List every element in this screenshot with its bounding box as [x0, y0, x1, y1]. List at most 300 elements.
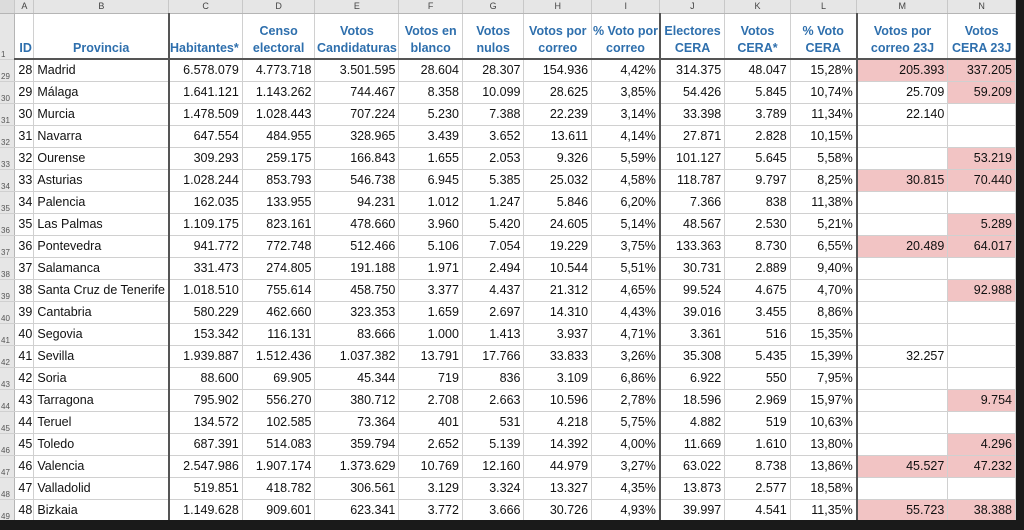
cell-votos-por-correo[interactable]: 25.032 [524, 170, 592, 192]
cell-votos-correo-23j[interactable]: 30.815 [857, 170, 948, 192]
cell-votos-cera-23j[interactable] [948, 104, 1016, 126]
cell-votos-nulos[interactable]: 5.139 [462, 434, 524, 456]
cell-id[interactable]: 48 [15, 500, 34, 521]
cell-votos-nulos[interactable]: 4.437 [462, 280, 524, 302]
header-votos-correo-23j[interactable]: Votos por correo 23J [857, 14, 948, 60]
cell-pct-voto-correo[interactable]: 5,59% [592, 148, 660, 170]
cell-votos-candidaturas[interactable]: 1.373.629 [315, 456, 399, 478]
cell-votos-nulos[interactable]: 2.697 [462, 302, 524, 324]
header-id[interactable]: ID [15, 14, 34, 60]
cell-habitantes[interactable]: 795.902 [169, 390, 242, 412]
column-header-e[interactable]: E [315, 0, 399, 14]
cell-votos-cera[interactable]: 4.675 [725, 280, 790, 302]
cell-censo-electoral[interactable]: 556.270 [242, 390, 315, 412]
cell-habitantes[interactable]: 687.391 [169, 434, 242, 456]
cell-electores-cera[interactable]: 3.361 [660, 324, 725, 346]
row-number[interactable]: 38 [0, 258, 15, 280]
cell-votos-por-correo[interactable]: 10.596 [524, 390, 592, 412]
cell-votos-en-blanco[interactable]: 1.012 [399, 192, 463, 214]
cell-habitantes[interactable]: 162.035 [169, 192, 242, 214]
cell-votos-cera-23j[interactable] [948, 368, 1016, 390]
cell-votos-cera-23j[interactable]: 59.209 [948, 82, 1016, 104]
header-votos-en-blanco[interactable]: Votos en blanco [399, 14, 463, 60]
cell-votos-por-correo[interactable]: 3.937 [524, 324, 592, 346]
cell-votos-correo-23j[interactable]: 45.527 [857, 456, 948, 478]
cell-id[interactable]: 36 [15, 236, 34, 258]
cell-pct-voto-cera[interactable]: 10,63% [790, 412, 857, 434]
cell-censo-electoral[interactable]: 1.907.174 [242, 456, 315, 478]
cell-votos-cera[interactable]: 838 [725, 192, 790, 214]
cell-votos-cera-23j[interactable]: 337.205 [948, 59, 1016, 82]
cell-provincia[interactable]: Santa Cruz de Tenerife [34, 280, 169, 302]
cell-votos-por-correo[interactable]: 19.229 [524, 236, 592, 258]
cell-censo-electoral[interactable]: 1.512.436 [242, 346, 315, 368]
cell-votos-candidaturas[interactable]: 83.666 [315, 324, 399, 346]
cell-pct-voto-correo[interactable]: 5,51% [592, 258, 660, 280]
cell-votos-cera[interactable]: 516 [725, 324, 790, 346]
column-header-a[interactable]: A [15, 0, 34, 14]
column-header-h[interactable]: H [524, 0, 592, 14]
cell-votos-cera[interactable]: 3.789 [725, 104, 790, 126]
cell-pct-voto-correo[interactable]: 6,20% [592, 192, 660, 214]
cell-votos-en-blanco[interactable]: 1.000 [399, 324, 463, 346]
row-number[interactable]: 43 [0, 368, 15, 390]
cell-provincia[interactable]: Pontevedra [34, 236, 169, 258]
column-header-b[interactable]: B [34, 0, 169, 14]
cell-pct-voto-cera[interactable]: 15,28% [790, 59, 857, 82]
cell-pct-voto-correo[interactable]: 4,58% [592, 170, 660, 192]
cell-habitantes[interactable]: 519.851 [169, 478, 242, 500]
cell-censo-electoral[interactable]: 1.028.443 [242, 104, 315, 126]
cell-censo-electoral[interactable]: 772.748 [242, 236, 315, 258]
cell-id[interactable]: 45 [15, 434, 34, 456]
cell-votos-en-blanco[interactable]: 13.791 [399, 346, 463, 368]
cell-votos-en-blanco[interactable]: 3.129 [399, 478, 463, 500]
cell-votos-cera-23j[interactable] [948, 324, 1016, 346]
row-number[interactable]: 32 [0, 126, 15, 148]
cell-electores-cera[interactable]: 30.731 [660, 258, 725, 280]
cell-votos-candidaturas[interactable]: 1.037.382 [315, 346, 399, 368]
cell-id[interactable]: 40 [15, 324, 34, 346]
row-number[interactable]: 29 [0, 59, 15, 82]
cell-votos-nulos[interactable]: 28.307 [462, 59, 524, 82]
cell-votos-candidaturas[interactable]: 323.353 [315, 302, 399, 324]
cell-id[interactable]: 39 [15, 302, 34, 324]
cell-votos-correo-23j[interactable]: 55.723 [857, 500, 948, 521]
cell-votos-candidaturas[interactable]: 45.344 [315, 368, 399, 390]
cell-electores-cera[interactable]: 39.997 [660, 500, 725, 521]
row-number[interactable]: 36 [0, 214, 15, 236]
cell-votos-por-correo[interactable]: 9.326 [524, 148, 592, 170]
cell-votos-nulos[interactable]: 3.324 [462, 478, 524, 500]
cell-electores-cera[interactable]: 27.871 [660, 126, 725, 148]
cell-votos-correo-23j[interactable] [857, 280, 948, 302]
cell-votos-candidaturas[interactable]: 380.712 [315, 390, 399, 412]
cell-provincia[interactable]: Málaga [34, 82, 169, 104]
cell-provincia[interactable]: Asturias [34, 170, 169, 192]
cell-votos-en-blanco[interactable]: 6.945 [399, 170, 463, 192]
cell-votos-por-correo[interactable]: 14.310 [524, 302, 592, 324]
cell-pct-voto-correo[interactable]: 3,26% [592, 346, 660, 368]
cell-habitantes[interactable]: 309.293 [169, 148, 242, 170]
cell-votos-cera-23j[interactable]: 9.754 [948, 390, 1016, 412]
cell-votos-cera[interactable]: 5.645 [725, 148, 790, 170]
cell-habitantes[interactable]: 1.028.244 [169, 170, 242, 192]
cell-id[interactable]: 34 [15, 192, 34, 214]
cell-votos-cera-23j[interactable]: 5.289 [948, 214, 1016, 236]
cell-electores-cera[interactable]: 6.922 [660, 368, 725, 390]
cell-votos-cera[interactable]: 1.610 [725, 434, 790, 456]
header-censo-electoral[interactable]: Censo electoral [242, 14, 315, 60]
column-header-l[interactable]: L [790, 0, 857, 14]
cell-votos-en-blanco[interactable]: 3.439 [399, 126, 463, 148]
cell-votos-cera[interactable]: 2.828 [725, 126, 790, 148]
cell-censo-electoral[interactable]: 1.143.262 [242, 82, 315, 104]
cell-votos-en-blanco[interactable]: 401 [399, 412, 463, 434]
header-pct-voto-cera[interactable]: % Voto CERA [790, 14, 857, 60]
cell-pct-voto-correo[interactable]: 4,93% [592, 500, 660, 521]
cell-provincia[interactable]: Teruel [34, 412, 169, 434]
cell-id[interactable]: 42 [15, 368, 34, 390]
cell-votos-nulos[interactable]: 7.388 [462, 104, 524, 126]
cell-pct-voto-correo[interactable]: 5,14% [592, 214, 660, 236]
cell-votos-cera-23j[interactable]: 47.232 [948, 456, 1016, 478]
cell-provincia[interactable]: Madrid [34, 59, 169, 82]
cell-provincia[interactable]: Palencia [34, 192, 169, 214]
cell-habitantes[interactable]: 1.109.175 [169, 214, 242, 236]
cell-pct-voto-cera[interactable]: 6,55% [790, 236, 857, 258]
header-provincia[interactable]: Provincia [34, 14, 169, 60]
cell-votos-nulos[interactable]: 5.385 [462, 170, 524, 192]
cell-votos-candidaturas[interactable]: 512.466 [315, 236, 399, 258]
cell-votos-candidaturas[interactable]: 73.364 [315, 412, 399, 434]
cell-votos-en-blanco[interactable]: 3.772 [399, 500, 463, 521]
column-header-d[interactable]: D [242, 0, 315, 14]
cell-votos-candidaturas[interactable]: 546.738 [315, 170, 399, 192]
cell-votos-correo-23j[interactable] [857, 390, 948, 412]
row-number[interactable]: 48 [0, 478, 15, 500]
cell-electores-cera[interactable]: 314.375 [660, 59, 725, 82]
cell-votos-nulos[interactable]: 2.494 [462, 258, 524, 280]
cell-provincia[interactable]: Ourense [34, 148, 169, 170]
cell-votos-correo-23j[interactable] [857, 412, 948, 434]
cell-pct-voto-cera[interactable]: 15,97% [790, 390, 857, 412]
cell-electores-cera[interactable]: 11.669 [660, 434, 725, 456]
cell-habitantes[interactable]: 1.478.509 [169, 104, 242, 126]
header-votos-nulos[interactable]: Votos nulos [462, 14, 524, 60]
row-number[interactable]: 39 [0, 280, 15, 302]
select-all-corner[interactable] [0, 0, 15, 14]
cell-votos-cera-23j[interactable]: 92.988 [948, 280, 1016, 302]
cell-habitantes[interactable]: 1.149.628 [169, 500, 242, 521]
cell-habitantes[interactable]: 1.018.510 [169, 280, 242, 302]
header-votos-cera[interactable]: Votos CERA* [725, 14, 790, 60]
cell-pct-voto-correo[interactable]: 4,43% [592, 302, 660, 324]
cell-electores-cera[interactable]: 48.567 [660, 214, 725, 236]
cell-votos-cera[interactable]: 48.047 [725, 59, 790, 82]
cell-votos-candidaturas[interactable]: 306.561 [315, 478, 399, 500]
cell-votos-candidaturas[interactable]: 328.965 [315, 126, 399, 148]
cell-votos-cera-23j[interactable]: 70.440 [948, 170, 1016, 192]
cell-habitantes[interactable]: 580.229 [169, 302, 242, 324]
cell-votos-en-blanco[interactable]: 3.960 [399, 214, 463, 236]
cell-id[interactable]: 29 [15, 82, 34, 104]
cell-pct-voto-cera[interactable]: 15,35% [790, 324, 857, 346]
cell-pct-voto-cera[interactable]: 8,25% [790, 170, 857, 192]
cell-id[interactable]: 41 [15, 346, 34, 368]
cell-votos-cera[interactable]: 4.541 [725, 500, 790, 521]
cell-votos-cera-23j[interactable] [948, 346, 1016, 368]
cell-provincia[interactable]: Valencia [34, 456, 169, 478]
cell-votos-candidaturas[interactable]: 458.750 [315, 280, 399, 302]
column-header-n[interactable]: N [948, 0, 1016, 14]
cell-votos-cera[interactable]: 9.797 [725, 170, 790, 192]
cell-censo-electoral[interactable]: 418.782 [242, 478, 315, 500]
row-number[interactable]: 1 [0, 14, 15, 60]
column-header-f[interactable]: F [399, 0, 463, 14]
column-header-m[interactable]: M [857, 0, 948, 14]
cell-id[interactable]: 38 [15, 280, 34, 302]
cell-votos-candidaturas[interactable]: 744.467 [315, 82, 399, 104]
cell-votos-por-correo[interactable]: 30.726 [524, 500, 592, 521]
cell-electores-cera[interactable]: 7.366 [660, 192, 725, 214]
cell-votos-cera-23j[interactable]: 4.296 [948, 434, 1016, 456]
column-header-j[interactable]: J [660, 0, 725, 14]
cell-censo-electoral[interactable]: 853.793 [242, 170, 315, 192]
cell-votos-en-blanco[interactable]: 8.358 [399, 82, 463, 104]
cell-pct-voto-cera[interactable]: 5,58% [790, 148, 857, 170]
cell-censo-electoral[interactable]: 259.175 [242, 148, 315, 170]
cell-votos-cera[interactable]: 5.435 [725, 346, 790, 368]
cell-votos-correo-23j[interactable] [857, 148, 948, 170]
cell-electores-cera[interactable]: 101.127 [660, 148, 725, 170]
cell-votos-en-blanco[interactable]: 3.377 [399, 280, 463, 302]
cell-pct-voto-cera[interactable]: 13,86% [790, 456, 857, 478]
cell-pct-voto-cera[interactable]: 11,35% [790, 500, 857, 521]
cell-votos-cera[interactable]: 550 [725, 368, 790, 390]
cell-provincia[interactable]: Bizkaia [34, 500, 169, 521]
cell-votos-por-correo[interactable]: 21.312 [524, 280, 592, 302]
cell-votos-nulos[interactable]: 5.420 [462, 214, 524, 236]
cell-votos-cera[interactable]: 519 [725, 412, 790, 434]
row-number[interactable]: 46 [0, 434, 15, 456]
cell-votos-por-correo[interactable]: 33.833 [524, 346, 592, 368]
row-number[interactable]: 49 [0, 500, 15, 521]
cell-votos-candidaturas[interactable]: 191.188 [315, 258, 399, 280]
cell-pct-voto-correo[interactable]: 4,71% [592, 324, 660, 346]
cell-votos-correo-23j[interactable]: 32.257 [857, 346, 948, 368]
cell-votos-nulos[interactable]: 3.652 [462, 126, 524, 148]
cell-electores-cera[interactable]: 4.882 [660, 412, 725, 434]
cell-votos-cera-23j[interactable] [948, 302, 1016, 324]
cell-votos-cera-23j[interactable] [948, 478, 1016, 500]
cell-votos-cera[interactable]: 2.969 [725, 390, 790, 412]
cell-electores-cera[interactable]: 33.398 [660, 104, 725, 126]
cell-id[interactable]: 28 [15, 59, 34, 82]
cell-provincia[interactable]: Murcia [34, 104, 169, 126]
cell-habitantes[interactable]: 1.939.887 [169, 346, 242, 368]
cell-votos-correo-23j[interactable] [857, 368, 948, 390]
cell-votos-correo-23j[interactable] [857, 302, 948, 324]
row-number[interactable]: 34 [0, 170, 15, 192]
cell-votos-correo-23j[interactable]: 25.709 [857, 82, 948, 104]
cell-pct-voto-cera[interactable]: 5,21% [790, 214, 857, 236]
cell-votos-en-blanco[interactable]: 1.971 [399, 258, 463, 280]
cell-provincia[interactable]: Segovia [34, 324, 169, 346]
cell-habitantes[interactable]: 2.547.986 [169, 456, 242, 478]
cell-habitantes[interactable]: 6.578.079 [169, 59, 242, 82]
cell-id[interactable]: 43 [15, 390, 34, 412]
cell-votos-por-correo[interactable]: 28.625 [524, 82, 592, 104]
cell-votos-cera[interactable]: 8.738 [725, 456, 790, 478]
cell-provincia[interactable]: Cantabria [34, 302, 169, 324]
cell-id[interactable]: 44 [15, 412, 34, 434]
cell-provincia[interactable]: Toledo [34, 434, 169, 456]
cell-votos-candidaturas[interactable]: 94.231 [315, 192, 399, 214]
cell-habitantes[interactable]: 134.572 [169, 412, 242, 434]
cell-votos-candidaturas[interactable]: 3.501.595 [315, 59, 399, 82]
cell-votos-nulos[interactable]: 836 [462, 368, 524, 390]
cell-pct-voto-correo[interactable]: 2,78% [592, 390, 660, 412]
cell-electores-cera[interactable]: 35.308 [660, 346, 725, 368]
cell-votos-cera-23j[interactable] [948, 126, 1016, 148]
cell-pct-voto-cera[interactable]: 10,74% [790, 82, 857, 104]
cell-votos-en-blanco[interactable]: 1.655 [399, 148, 463, 170]
cell-habitantes[interactable]: 941.772 [169, 236, 242, 258]
cell-votos-candidaturas[interactable]: 623.341 [315, 500, 399, 521]
cell-habitantes[interactable]: 647.554 [169, 126, 242, 148]
cell-votos-en-blanco[interactable]: 10.769 [399, 456, 463, 478]
cell-electores-cera[interactable]: 118.787 [660, 170, 725, 192]
cell-votos-candidaturas[interactable]: 478.660 [315, 214, 399, 236]
cell-censo-electoral[interactable]: 514.083 [242, 434, 315, 456]
cell-provincia[interactable]: Sevilla [34, 346, 169, 368]
cell-pct-voto-correo[interactable]: 3,85% [592, 82, 660, 104]
cell-votos-correo-23j[interactable]: 205.393 [857, 59, 948, 82]
cell-pct-voto-cera[interactable]: 11,38% [790, 192, 857, 214]
cell-votos-por-correo[interactable]: 3.109 [524, 368, 592, 390]
row-number[interactable]: 40 [0, 302, 15, 324]
cell-provincia[interactable]: Valladolid [34, 478, 169, 500]
cell-votos-por-correo[interactable]: 10.544 [524, 258, 592, 280]
cell-votos-en-blanco[interactable]: 2.652 [399, 434, 463, 456]
cell-pct-voto-correo[interactable]: 3,27% [592, 456, 660, 478]
cell-votos-correo-23j[interactable] [857, 214, 948, 236]
cell-electores-cera[interactable]: 39.016 [660, 302, 725, 324]
cell-votos-por-correo[interactable]: 13.611 [524, 126, 592, 148]
cell-votos-cera-23j[interactable]: 64.017 [948, 236, 1016, 258]
cell-votos-cera[interactable]: 2.530 [725, 214, 790, 236]
row-number[interactable]: 37 [0, 236, 15, 258]
cell-id[interactable]: 46 [15, 456, 34, 478]
row-number[interactable]: 31 [0, 104, 15, 126]
row-number[interactable]: 35 [0, 192, 15, 214]
cell-habitantes[interactable]: 88.600 [169, 368, 242, 390]
cell-votos-cera-23j[interactable] [948, 258, 1016, 280]
row-number[interactable]: 30 [0, 82, 15, 104]
cell-provincia[interactable]: Salamanca [34, 258, 169, 280]
cell-id[interactable]: 47 [15, 478, 34, 500]
cell-pct-voto-correo[interactable]: 4,42% [592, 59, 660, 82]
cell-pct-voto-cera[interactable]: 4,70% [790, 280, 857, 302]
cell-votos-en-blanco[interactable]: 28.604 [399, 59, 463, 82]
cell-votos-candidaturas[interactable]: 359.794 [315, 434, 399, 456]
cell-habitantes[interactable]: 153.342 [169, 324, 242, 346]
row-number[interactable]: 47 [0, 456, 15, 478]
cell-votos-cera-23j[interactable] [948, 412, 1016, 434]
cell-votos-cera[interactable]: 8.730 [725, 236, 790, 258]
cell-votos-nulos[interactable]: 10.099 [462, 82, 524, 104]
cell-votos-en-blanco[interactable]: 2.708 [399, 390, 463, 412]
header-votos-candidaturas[interactable]: Votos Candidaturas [315, 14, 399, 60]
cell-votos-cera[interactable]: 3.455 [725, 302, 790, 324]
cell-votos-cera[interactable]: 2.889 [725, 258, 790, 280]
cell-votos-por-correo[interactable]: 5.846 [524, 192, 592, 214]
cell-pct-voto-cera[interactable]: 9,40% [790, 258, 857, 280]
cell-pct-voto-correo[interactable]: 4,14% [592, 126, 660, 148]
cell-censo-electoral[interactable]: 69.905 [242, 368, 315, 390]
cell-electores-cera[interactable]: 99.524 [660, 280, 725, 302]
cell-id[interactable]: 31 [15, 126, 34, 148]
column-header-c[interactable]: C [169, 0, 242, 14]
cell-votos-por-correo[interactable]: 22.239 [524, 104, 592, 126]
cell-votos-por-correo[interactable]: 154.936 [524, 59, 592, 82]
cell-votos-candidaturas[interactable]: 166.843 [315, 148, 399, 170]
cell-votos-nulos[interactable]: 1.413 [462, 324, 524, 346]
cell-pct-voto-correo[interactable]: 4,00% [592, 434, 660, 456]
cell-votos-correo-23j[interactable]: 20.489 [857, 236, 948, 258]
cell-pct-voto-correo[interactable]: 4,35% [592, 478, 660, 500]
cell-provincia[interactable]: Tarragona [34, 390, 169, 412]
cell-votos-nulos[interactable]: 1.247 [462, 192, 524, 214]
cell-pct-voto-correo[interactable]: 6,86% [592, 368, 660, 390]
cell-votos-correo-23j[interactable] [857, 324, 948, 346]
cell-censo-electoral[interactable]: 4.773.718 [242, 59, 315, 82]
header-votos-cera-23j[interactable]: Votos CERA 23J [948, 14, 1016, 60]
cell-habitantes[interactable]: 331.473 [169, 258, 242, 280]
cell-votos-cera-23j[interactable]: 53.219 [948, 148, 1016, 170]
header-votos-por-correo[interactable]: Votos por correo [524, 14, 592, 60]
header-habitantes[interactable]: Habitantes* [169, 14, 242, 60]
cell-electores-cera[interactable]: 63.022 [660, 456, 725, 478]
cell-votos-cera[interactable]: 2.577 [725, 478, 790, 500]
column-header-i[interactable]: I [592, 0, 660, 14]
cell-votos-correo-23j[interactable] [857, 192, 948, 214]
cell-votos-cera-23j[interactable]: 38.388 [948, 500, 1016, 521]
cell-provincia[interactable]: Las Palmas [34, 214, 169, 236]
cell-id[interactable]: 32 [15, 148, 34, 170]
cell-votos-en-blanco[interactable]: 719 [399, 368, 463, 390]
column-header-k[interactable]: K [725, 0, 790, 14]
cell-votos-correo-23j[interactable] [857, 434, 948, 456]
cell-id[interactable]: 33 [15, 170, 34, 192]
cell-votos-correo-23j[interactable]: 22.140 [857, 104, 948, 126]
cell-votos-nulos[interactable]: 17.766 [462, 346, 524, 368]
cell-pct-voto-correo[interactable]: 3,75% [592, 236, 660, 258]
cell-pct-voto-cera[interactable]: 11,34% [790, 104, 857, 126]
cell-provincia[interactable]: Soria [34, 368, 169, 390]
cell-pct-voto-cera[interactable]: 15,39% [790, 346, 857, 368]
cell-censo-electoral[interactable]: 116.131 [242, 324, 315, 346]
cell-pct-voto-cera[interactable]: 13,80% [790, 434, 857, 456]
cell-votos-cera[interactable]: 5.845 [725, 82, 790, 104]
cell-electores-cera[interactable]: 54.426 [660, 82, 725, 104]
cell-pct-voto-cera[interactable]: 10,15% [790, 126, 857, 148]
row-number[interactable]: 44 [0, 390, 15, 412]
cell-electores-cera[interactable]: 18.596 [660, 390, 725, 412]
cell-censo-electoral[interactable]: 102.585 [242, 412, 315, 434]
cell-votos-nulos[interactable]: 531 [462, 412, 524, 434]
